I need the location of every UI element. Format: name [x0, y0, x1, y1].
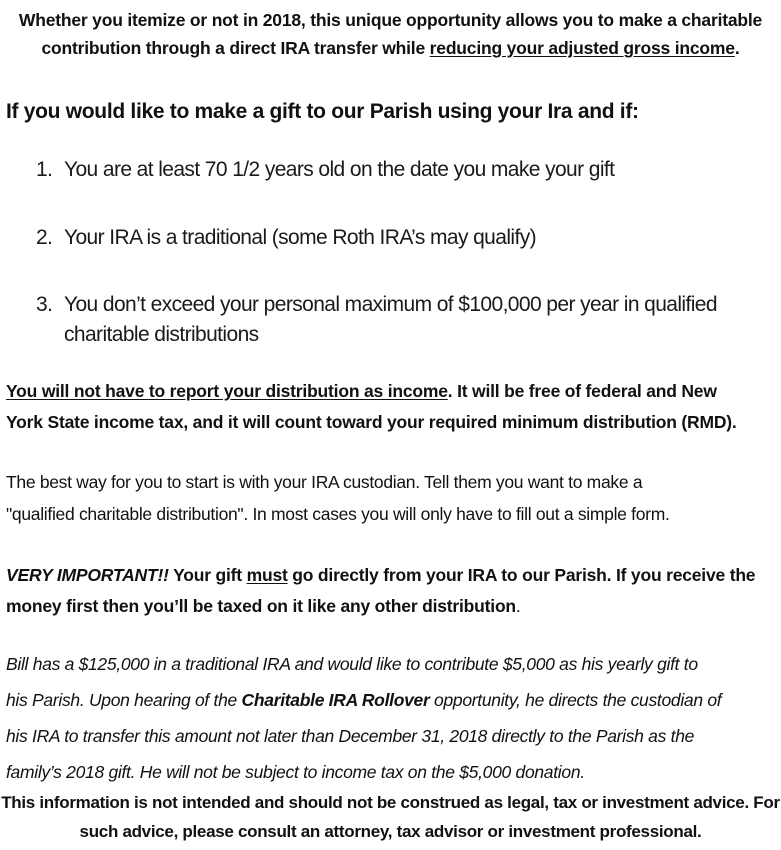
- important-must: must: [246, 565, 288, 585]
- condition-number-3: 3.: [36, 293, 53, 316]
- benefit-line-1: [6, 376, 776, 407]
- example-paragraph: [6, 646, 776, 782]
- important-pre: Your gift: [168, 565, 247, 585]
- start-paragraph: [6, 466, 776, 530]
- condition-text-3-line-1: You don’t exceed your personal maximum of $100,000 per year in qualified: [64, 293, 717, 316]
- condition-text-2: Your IRA is a traditional (some Roth IRA’s may qualify): [64, 226, 536, 249]
- benefit-line-2: York State income tax, and it will count toward your required minimum distribution (RMD).: [6, 412, 737, 432]
- gift-heading: If you would like to make a gift to our Parish using your Ira and if:: [6, 100, 639, 123]
- example-line-1: Bill has a $125,000 in a traditional IRA and would like to contribute $5,000 as his yearly gift to: [6, 654, 698, 674]
- start-line-2: "qualified charitable distribution". In most cases you will only have to fill out a simple form.: [6, 504, 670, 524]
- intro-line-2-text: contribution through a direct IRA transfer while: [41, 38, 430, 58]
- important-line-2-period: .: [515, 596, 521, 616]
- important-label: VERY IMPORTANT!!: [6, 565, 169, 585]
- example-line-2-post: opportunity, he directs the custodian of: [429, 690, 722, 710]
- intro-line-2-period: .: [734, 38, 740, 58]
- disclaimer-line-2: such advice, please consult an attorney, tax advisor or investment professional.: [79, 822, 702, 841]
- intro-underlined-text: reducing your adjusted gross income: [429, 38, 735, 58]
- example-line-2: [6, 682, 776, 718]
- condition-text-3-line-2: charitable distributions: [64, 323, 259, 346]
- condition-number-1: 1.: [36, 158, 53, 181]
- important-line-2-text: money first then you’ll be taxed on it like any other distribution: [6, 596, 516, 616]
- benefit-line-1-rest: . It will be free of federal and New: [447, 381, 717, 401]
- important-paragraph: [6, 560, 776, 622]
- benefit-paragraph: [6, 376, 776, 438]
- intro-paragraph: [0, 6, 781, 62]
- important-line-2: [6, 591, 776, 622]
- example-line-4: family’s 2018 gift. He will not be subject to income tax on the $5,000 donation.: [6, 762, 585, 782]
- intro-line-2: [0, 34, 781, 62]
- important-line-1: [6, 560, 776, 591]
- disclaimer-paragraph: [0, 788, 781, 846]
- condition-text-3: [64, 290, 764, 350]
- example-line-3: his IRA to transfer this amount not later than December 31, 2018 directly to the Parish as the: [6, 726, 695, 746]
- condition-number-2: 2.: [36, 226, 53, 249]
- important-line-1-rest: go directly from your IRA to our Parish. If you receive the: [287, 565, 756, 585]
- condition-text-1: You are at least 70 1/2 years old on the date you make your gift: [64, 158, 615, 181]
- start-line-1: The best way for you to start is with your IRA custodian. Tell them you want to make a: [6, 472, 643, 492]
- example-line-2-pre: his Parish. Upon hearing of the: [6, 690, 242, 710]
- disclaimer-line-1: This information is not intended and should not be construed as legal, tax or investment advice. For: [1, 793, 780, 812]
- intro-line-1: Whether you itemize or not in 2018, this unique opportunity allows you to make a charitable: [18, 10, 763, 30]
- benefit-underlined-text: You will not have to report your distribution as income: [6, 381, 448, 401]
- example-bold-text: Charitable IRA Rollover: [241, 690, 430, 710]
